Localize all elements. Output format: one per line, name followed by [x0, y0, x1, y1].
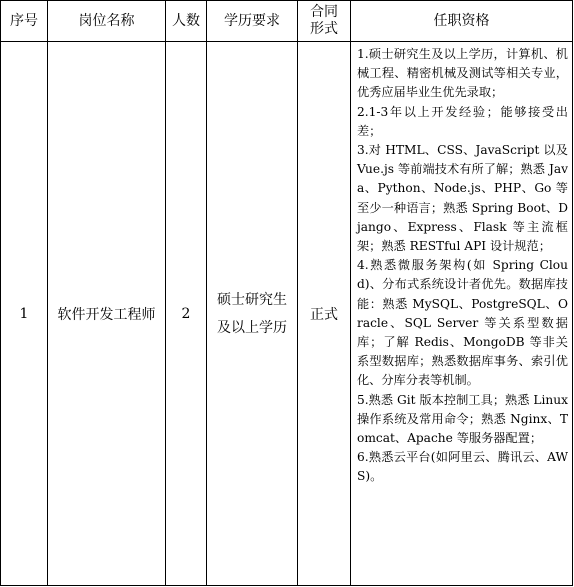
header-headcount: 人数 — [166, 1, 207, 42]
header-education: 学历要求 — [207, 1, 298, 42]
requirement-item-2: 2.1-3年以上开发经验；能够接受出差； — [357, 104, 568, 138]
requirement-item-3: 3.对 HTML、CSS、JavaScript 以及 Vue.js 等前端技术有所了解；熟悉 Java、Python、Node.js、PHP、Go 等至少一种语言；熟悉 Spring Boot、Django、Express、Flask 等主流框架；熟悉 RESTful API 设计规范； — [357, 143, 568, 254]
requirement-item-6: 6.熟悉云平台(如阿里云、腾讯云、AWS)。 — [357, 450, 568, 484]
header-position-name: 岗位名称 — [48, 1, 166, 42]
cell-requirements — [351, 42, 573, 586]
header-contract-type — [298, 1, 351, 42]
header-contract-line2: 形式 — [310, 21, 338, 37]
education-line2: 及以上学历 — [217, 319, 287, 336]
cell-position-name: 软件开发工程师 — [48, 42, 166, 586]
requirement-item-4: 4.熟悉微服务架构(如 Spring Cloud)、分布式系统设计者优先。数据库技能：熟悉 MySQL、PostgreSQL、Oracle、SQL Server 等关系型数据库；了解 Redis、MongoDB 等非关系型数据库；熟悉数据库事务、索引优化、分库分表等机制。 — [357, 258, 568, 388]
header-seq: 序号 — [1, 1, 48, 42]
cell-seq: 1 — [1, 42, 48, 586]
cell-contract-type: 正式 — [298, 42, 351, 586]
requirements-list — [357, 45, 568, 487]
cell-education — [207, 42, 298, 586]
requirement-item-1: 1.硕士研究生及以上学历，计算机、机械工程、精密机械及测试等相关专业，优秀应届毕业生优先录取； — [357, 47, 568, 100]
header-requirements: 任职资格 — [351, 1, 573, 42]
header-contract-line1: 合同 — [310, 4, 338, 20]
education-text — [217, 286, 287, 342]
education-line1: 硕士研究生 — [217, 291, 287, 308]
table-row — [1, 42, 573, 586]
header-row — [1, 1, 573, 42]
requirement-item-5: 5.熟悉 Git 版本控制工具；熟悉 Linux 操作系统及常用命令；熟悉 Nginx、Tomcat、Apache 等服务器配置； — [357, 392, 568, 446]
cell-headcount: 2 — [166, 42, 207, 586]
